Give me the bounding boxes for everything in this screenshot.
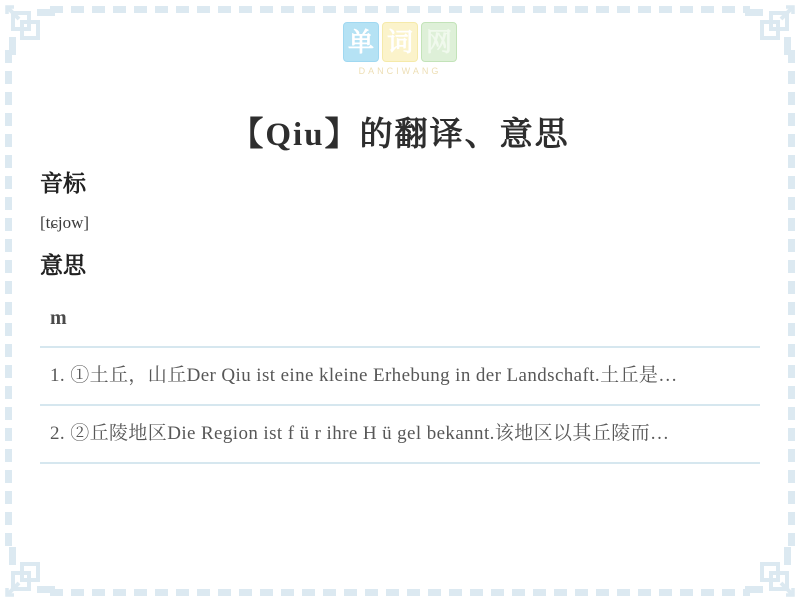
logo-subtitle: DANCIWANG (358, 66, 442, 76)
corner-ornament-top-left-icon (3, 3, 55, 55)
page-title: 【Qiu】的翻译、意思 (230, 117, 570, 154)
definition-list (40, 346, 760, 464)
dashed-border-top (50, 6, 750, 13)
meaning-section-label: 意思 (40, 253, 86, 278)
site-logo[interactable] (343, 22, 457, 76)
definition-item[interactable]: 2. ②丘陵地区Die Region ist f ü r ihre H ü gel bekannt.该地区以其丘陵而… (40, 406, 760, 464)
logo-blocks (343, 22, 457, 62)
logo-block-ci: 词 (382, 22, 418, 62)
corner-ornament-top-right-icon (745, 3, 797, 55)
phonetic-value: [tɕjow] (40, 213, 90, 232)
corner-ornament-bottom-left-icon (3, 547, 55, 599)
logo-block-dan: 单 (343, 22, 379, 62)
dashed-border-bottom (50, 589, 750, 596)
logo-block-wang: 网 (421, 22, 457, 62)
phonetic-section-label: 音标 (40, 171, 86, 196)
entry-content (40, 170, 760, 464)
corner-ornament-bottom-right-icon (745, 547, 797, 599)
part-of-speech-label: m (50, 307, 67, 329)
definition-item[interactable]: 1. ①土丘，山丘Der Qiu ist eine kleine Erhebung in der Landschaft.土丘是… (40, 348, 760, 406)
